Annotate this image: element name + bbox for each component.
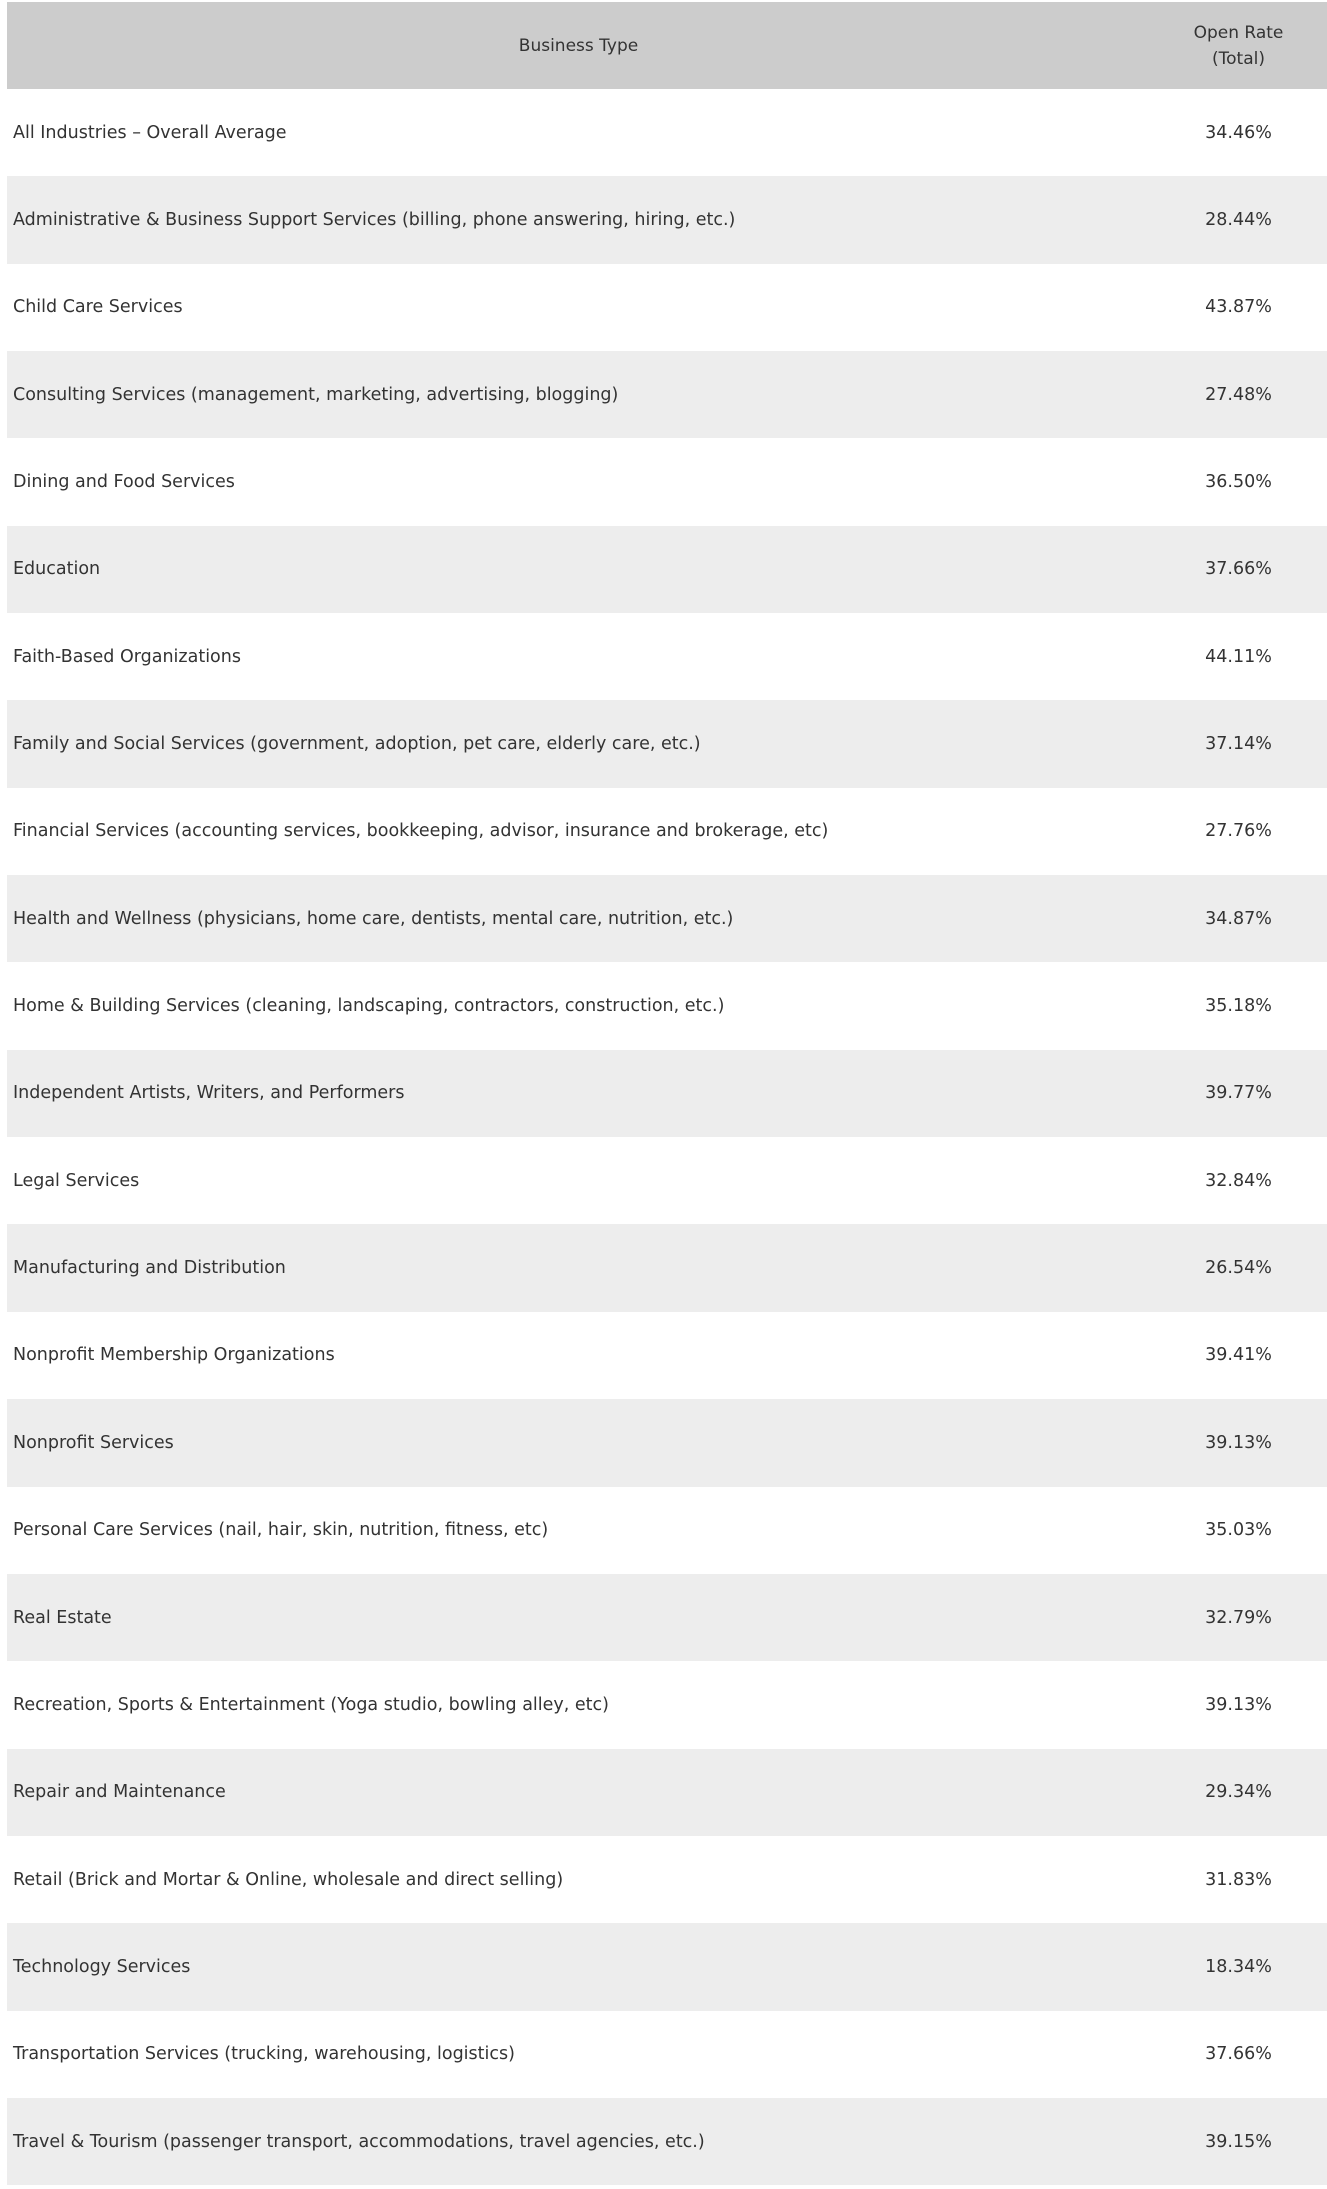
business-type-cell: Dining and Food Services bbox=[13, 472, 235, 493]
business-type-cell: Real Estate bbox=[13, 1607, 112, 1628]
table-row bbox=[7, 1836, 1327, 1923]
open-rate-cell: 37.66% bbox=[1205, 559, 1272, 580]
table-row bbox=[7, 176, 1327, 263]
open-rate-cell: 36.50% bbox=[1205, 472, 1272, 493]
business-type-cell: Recreation, Sports & Entertainment (Yoga studio, bowling alley, etc) bbox=[13, 1694, 609, 1715]
table-row bbox=[7, 1050, 1327, 1137]
business-type-cell: Nonprofit Services bbox=[13, 1432, 174, 1453]
open-rate-cell: 34.87% bbox=[1205, 908, 1272, 929]
header-business-type: Business Type bbox=[518, 35, 639, 56]
open-rate-cell: 27.48% bbox=[1205, 384, 1272, 405]
business-type-cell: Transportation Services (trucking, warehousing, logistics) bbox=[13, 2044, 515, 2065]
open-rate-cell: 35.18% bbox=[1205, 996, 1272, 1017]
business-type-cell: Manufacturing and Distribution bbox=[13, 1258, 286, 1279]
open-rate-cell: 39.13% bbox=[1205, 1694, 1272, 1715]
business-type-cell: Repair and Maintenance bbox=[13, 1782, 226, 1803]
table-row bbox=[7, 962, 1327, 1049]
header-open-rate-line2: (Total) bbox=[1212, 48, 1265, 69]
table-row bbox=[7, 1923, 1327, 2010]
open-rate-cell: 32.79% bbox=[1205, 1607, 1272, 1628]
table-body bbox=[7, 89, 1327, 2185]
open-rate-cell: 26.54% bbox=[1205, 1258, 1272, 1279]
business-type-cell: Legal Services bbox=[13, 1170, 140, 1191]
business-type-cell: Administrative & Business Support Services (billing, phone answering, hiring, etc.) bbox=[13, 210, 736, 231]
business-type-cell: Personal Care Services (nail, hair, skin, nutrition, fitness, etc) bbox=[13, 1520, 549, 1541]
business-type-cell: Home & Building Services (cleaning, landscaping, contractors, construction, etc.) bbox=[13, 996, 725, 1017]
table-row bbox=[7, 526, 1327, 613]
open-rate-cell: 39.15% bbox=[1205, 2131, 1272, 2152]
business-type-cell: Health and Wellness (physicians, home care, dentists, mental care, nutrition, etc.) bbox=[13, 908, 734, 929]
table-row bbox=[7, 875, 1327, 962]
table-row bbox=[7, 438, 1327, 525]
business-type-cell: Financial Services (accounting services, bookkeeping, advisor, insurance and brokerage, etc) bbox=[13, 821, 829, 842]
open-rate-cell: 34.46% bbox=[1205, 122, 1272, 143]
table-row bbox=[7, 351, 1327, 438]
table-row bbox=[7, 1137, 1327, 1224]
open-rate-cell: 39.41% bbox=[1205, 1345, 1272, 1366]
business-type-cell: Travel & Tourism (passenger transport, accommodations, travel agencies, etc.) bbox=[13, 2131, 705, 2152]
open-rate-cell: 43.87% bbox=[1205, 297, 1272, 318]
business-type-cell: Retail (Brick and Mortar & Online, wholesale and direct selling) bbox=[13, 1869, 564, 1890]
open-rate-cell: 35.03% bbox=[1205, 1520, 1272, 1541]
business-type-cell: Education bbox=[13, 559, 101, 580]
table-row bbox=[7, 700, 1327, 787]
open-rate-table-container bbox=[7, 2, 1327, 2185]
open-rate-cell: 39.77% bbox=[1205, 1083, 1272, 1104]
open-rate-cell: 37.66% bbox=[1205, 2044, 1272, 2065]
table-row bbox=[7, 1224, 1327, 1311]
table-header bbox=[7, 2, 1327, 89]
header-open-rate bbox=[1150, 2, 1327, 89]
table-row bbox=[7, 1399, 1327, 1486]
table-row bbox=[7, 1749, 1327, 1836]
header-row bbox=[7, 2, 1327, 89]
table-row bbox=[7, 1574, 1327, 1661]
table-row bbox=[7, 2098, 1327, 2185]
open-rate-cell: 18.34% bbox=[1205, 1956, 1272, 1977]
table-row bbox=[7, 2011, 1327, 2098]
table-row bbox=[7, 1487, 1327, 1574]
table-row bbox=[7, 1312, 1327, 1399]
open-rate-cell: 39.13% bbox=[1205, 1432, 1272, 1453]
open-rate-cell: 27.76% bbox=[1205, 821, 1272, 842]
business-type-cell: All Industries – Overall Average bbox=[13, 122, 287, 143]
business-type-cell: Consulting Services (management, marketing, advertising, blogging) bbox=[13, 384, 619, 405]
business-type-cell: Child Care Services bbox=[13, 297, 183, 318]
open-rate-cell: 31.83% bbox=[1205, 1869, 1272, 1890]
header-open-rate-line1: Open Rate bbox=[1193, 22, 1284, 43]
business-type-cell: Independent Artists, Writers, and Performers bbox=[13, 1083, 405, 1104]
business-type-cell: Nonprofit Membership Organizations bbox=[13, 1345, 335, 1366]
table-row bbox=[7, 613, 1327, 700]
table-row bbox=[7, 788, 1327, 875]
open-rate-cell: 44.11% bbox=[1205, 646, 1272, 667]
table-row bbox=[7, 1661, 1327, 1748]
open-rate-cell: 37.14% bbox=[1205, 734, 1272, 755]
open-rate-cell: 29.34% bbox=[1205, 1782, 1272, 1803]
business-type-cell: Faith-Based Organizations bbox=[13, 646, 241, 667]
business-type-cell: Family and Social Services (government, adoption, pet care, elderly care, etc.) bbox=[13, 734, 701, 755]
open-rate-cell: 28.44% bbox=[1205, 210, 1272, 231]
open-rate-table bbox=[7, 2, 1327, 2185]
table-row bbox=[7, 89, 1327, 176]
table-row bbox=[7, 264, 1327, 351]
open-rate-cell: 32.84% bbox=[1205, 1170, 1272, 1191]
business-type-cell: Technology Services bbox=[13, 1956, 191, 1977]
